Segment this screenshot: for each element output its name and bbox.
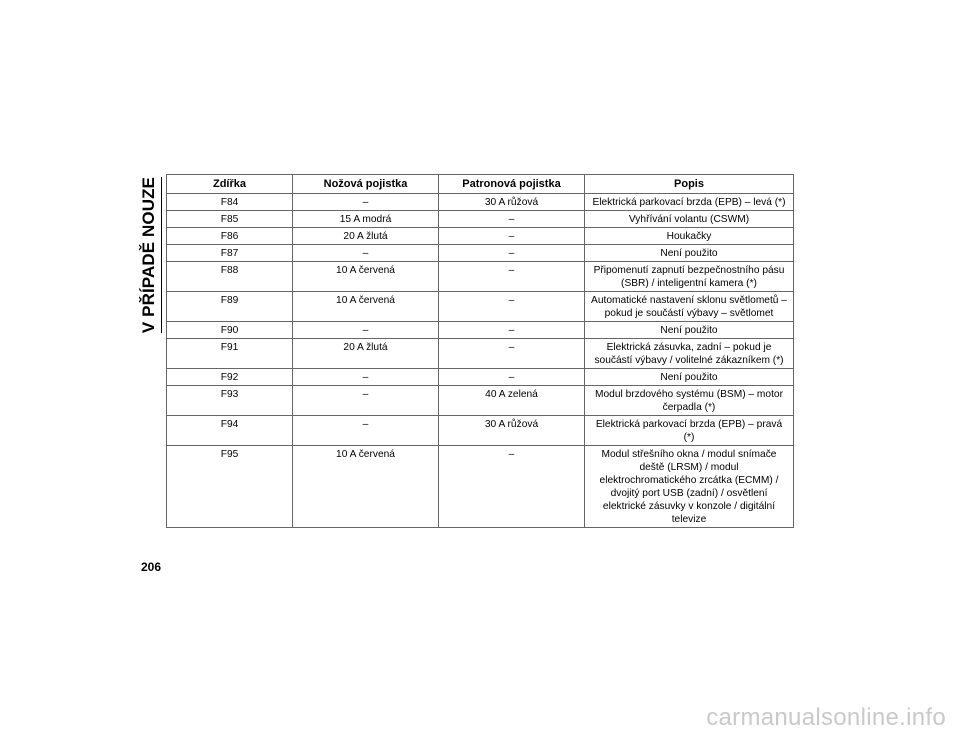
cell-description: Elektrická parkovací brzda (EPB) – levá (*) — [585, 194, 794, 211]
header-cartridge-fuse: Patronová pojistka — [439, 175, 585, 194]
cell-blade-fuse: – — [293, 245, 439, 262]
cell-description: Připomenutí zapnutí bezpečnostního pásu (SBR) / inteligentní kamera (*) — [585, 262, 794, 292]
cell-cartridge-fuse: – — [439, 369, 585, 386]
table-row — [167, 369, 794, 386]
cell-socket: F88 — [167, 262, 293, 292]
cell-socket: F86 — [167, 228, 293, 245]
watermark: carmanualsonline.info — [706, 704, 946, 731]
table-header-row — [167, 175, 794, 194]
table-row — [167, 262, 794, 292]
cell-blade-fuse: 10 A červená — [293, 292, 439, 322]
cell-description: Není použito — [585, 322, 794, 339]
cell-blade-fuse: – — [293, 416, 439, 446]
cell-description: Modul brzdového systému (BSM) – motor čerpadla (*) — [585, 386, 794, 416]
cell-cartridge-fuse: 30 A růžová — [439, 194, 585, 211]
cell-blade-fuse: 20 A žlutá — [293, 228, 439, 245]
cell-socket: F84 — [167, 194, 293, 211]
cell-socket: F93 — [167, 386, 293, 416]
cell-socket: F94 — [167, 416, 293, 446]
cell-blade-fuse: 15 A modrá — [293, 211, 439, 228]
table-row — [167, 386, 794, 416]
cell-description: Elektrická zásuvka, zadní – pokud je součástí výbavy / volitelné zákazníkem (*) — [585, 339, 794, 369]
table-row — [167, 211, 794, 228]
table-row — [167, 339, 794, 369]
cell-socket: F89 — [167, 292, 293, 322]
cell-description: Automatické nastavení sklonu světlometů – pokud je součástí výbavy – světlomet — [585, 292, 794, 322]
header-blade-fuse: Nožová pojistka — [293, 175, 439, 194]
cell-socket: F90 — [167, 322, 293, 339]
cell-description: Elektrická parkovací brzda (EPB) – pravá (*) — [585, 416, 794, 446]
cell-cartridge-fuse: – — [439, 292, 585, 322]
cell-description: Není použito — [585, 245, 794, 262]
cell-cartridge-fuse: – — [439, 322, 585, 339]
cell-socket: F91 — [167, 339, 293, 369]
cell-cartridge-fuse: – — [439, 446, 585, 528]
cell-cartridge-fuse: – — [439, 262, 585, 292]
cell-socket: F92 — [167, 369, 293, 386]
cell-cartridge-fuse: – — [439, 339, 585, 369]
cell-socket: F85 — [167, 211, 293, 228]
page-number: 206 — [141, 560, 162, 574]
table-row — [167, 292, 794, 322]
section-title — [137, 175, 161, 335]
table-row — [167, 194, 794, 211]
cell-blade-fuse: 20 A žlutá — [293, 339, 439, 369]
cell-blade-fuse: 10 A červená — [293, 262, 439, 292]
cell-description: Modul střešního okna / modul snímače deště (LRSM) / modul elektrochromatického zrcátka (ECMM) / dvojitý port USB (zadní) / osvětlení elektrické zásuvky v konzole / digitální televize — [585, 446, 794, 528]
cell-description: Vyhřívání volantu (CSWM) — [585, 211, 794, 228]
table-row — [167, 228, 794, 245]
cell-description: Není použito — [585, 369, 794, 386]
cell-cartridge-fuse: – — [439, 211, 585, 228]
cell-description: Houkačky — [585, 228, 794, 245]
cell-blade-fuse: 10 A červená — [293, 446, 439, 528]
header-socket: Zdířka — [167, 175, 293, 194]
header-description: Popis — [585, 175, 794, 194]
cell-socket: F95 — [167, 446, 293, 528]
cell-cartridge-fuse: – — [439, 245, 585, 262]
fuse-table — [166, 174, 794, 528]
cell-socket: F87 — [167, 245, 293, 262]
cell-cartridge-fuse: 30 A růžová — [439, 416, 585, 446]
cell-blade-fuse: – — [293, 386, 439, 416]
table-row — [167, 245, 794, 262]
cell-blade-fuse: – — [293, 194, 439, 211]
cell-blade-fuse: – — [293, 322, 439, 339]
section-title-text: V PŘÍPADĚ NOUZE — [139, 176, 158, 334]
cell-blade-fuse: – — [293, 369, 439, 386]
cell-cartridge-fuse: 40 A zelená — [439, 386, 585, 416]
table-row — [167, 446, 794, 528]
table-row — [167, 322, 794, 339]
table-row — [167, 416, 794, 446]
cell-cartridge-fuse: – — [439, 228, 585, 245]
